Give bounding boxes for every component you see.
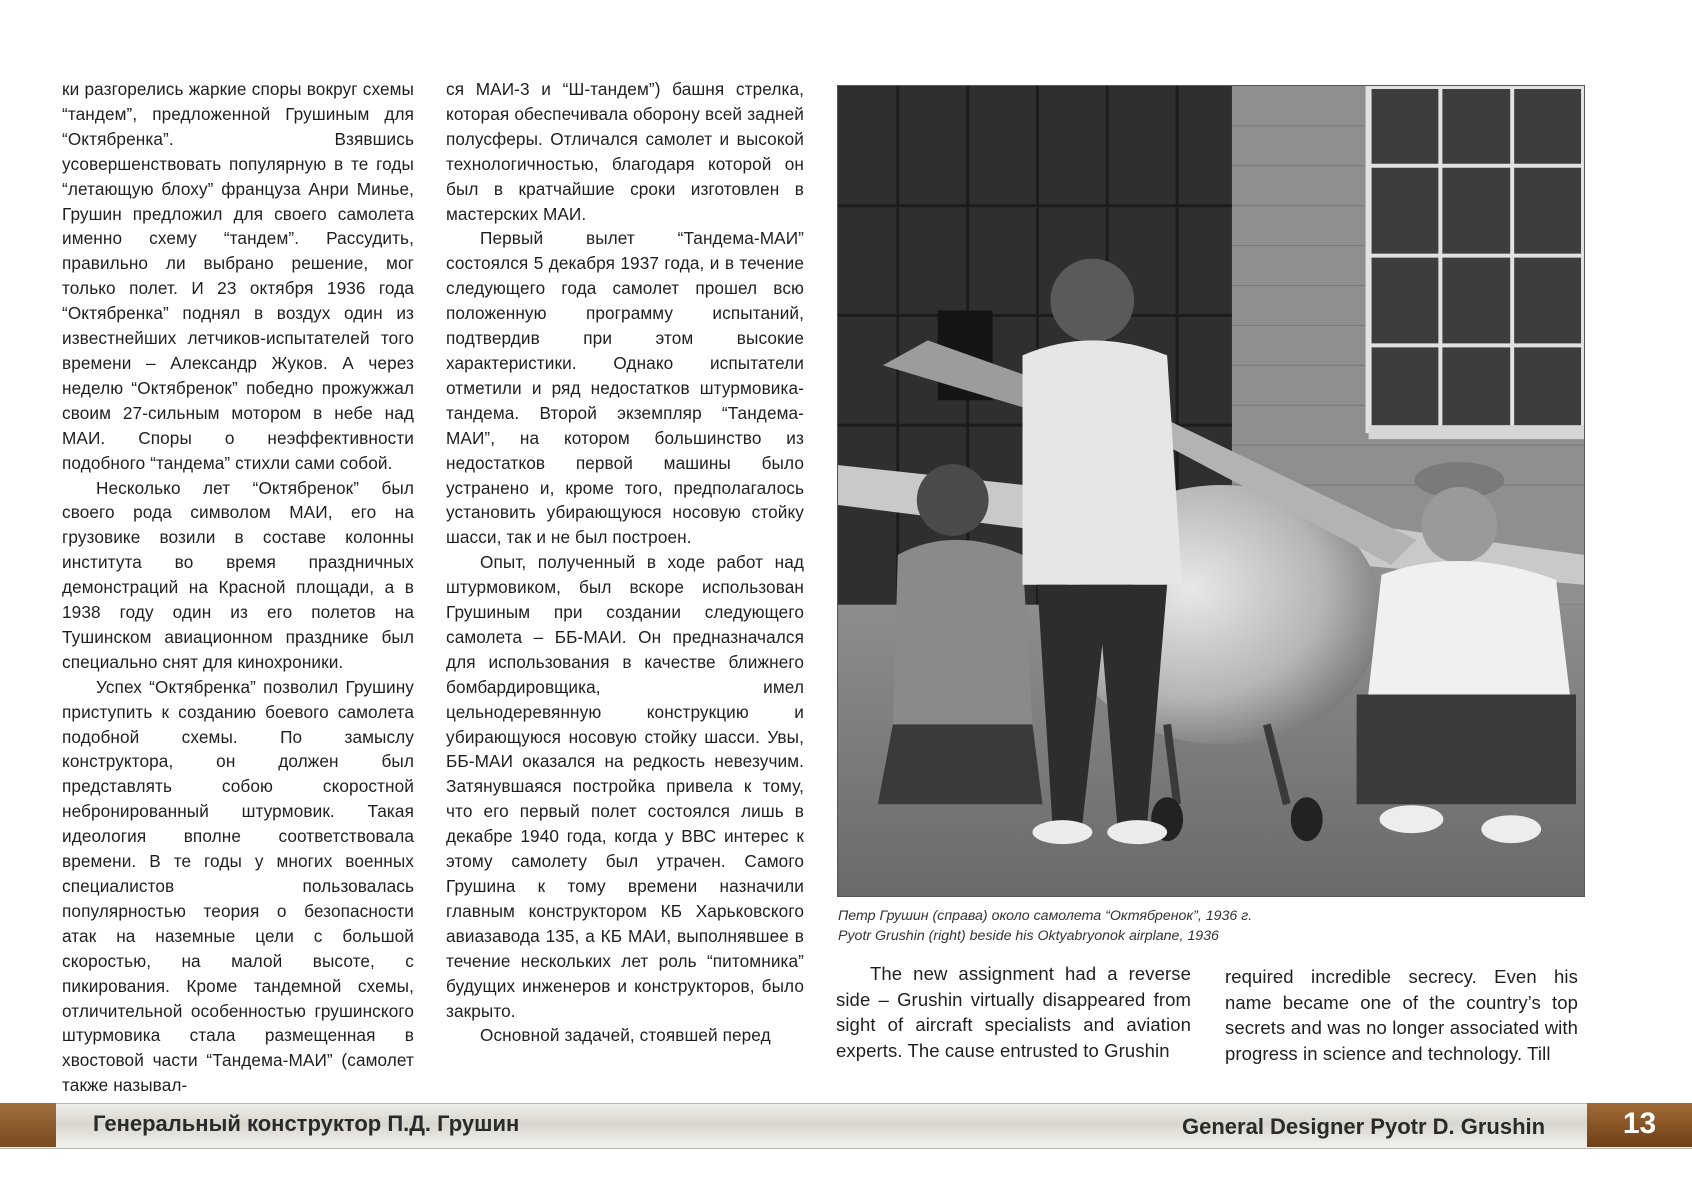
photo-caption-ru: Петр Грушин (справа) около самолета “Октябренок”, 1936 г.	[838, 908, 1253, 924]
footer-title-en: General Designer Pyotr D. Grushin	[1182, 1114, 1546, 1139]
page-number: 13	[1622, 1107, 1657, 1140]
paragraph: Основной задачей, стоявшей перед	[480, 1025, 771, 1046]
body-column-3	[836, 961, 1191, 1063]
paragraph: Первый вылет “Тандема-МАИ” состоялся 5 декабря 1937 года, и в течение следующего года самолет прошел всю положенную программу испытаний, подтвердив при этом высокие характеристики. Однако испытатели отметили и ряд недостатков штурмовика-тандема. Второй экземпляр “Тандема-МАИ”, на котором большинство из недостатков первой машины было устранено и, кроме того, предполагалось установить убирающуюся носовую стойку шасси, так и не был построен.	[446, 228, 804, 548]
paragraph: The new assignment had a reverse side – Grushin virtually disappeared from sight of aircraft specialists and aviation experts. The cause entrusted to Grushin	[836, 963, 1191, 1061]
paragraph: ся МАИ-3 и “Ш-тандем”) башня стрелка, которая обеспечивала оборону всей задней полусферы. Отличался самолет и высокой технологичностью, благодаря которой он был в кратчайшие сроки изготовлен в мастерских МАИ.	[446, 79, 804, 224]
paragraph: ки разгорелись жаркие споры вокруг схемы “тандем”, предложенной Грушиным для “Октябренка”. Взявшись усовершенствовать популярную в те годы “летающую блоху” француза Анри Минье, Грушин предложил для своего самолета именно схему “тандем”. Рассудить, правильно ли выбрано решение, мог только полет. И 23 октября 1936 года “Октябренка” поднял в воздух один из известнейших летчиков-испытателей того времени – Александр Жуков. А через неделю “Октябренок” победно прожужжал своим 27-сильным мотором в небе над МАИ. Споры о неэффективности подобного “тандема” стихли сами собой.	[62, 79, 414, 473]
body-column-2	[446, 77, 804, 1048]
paragraph: Успех “Октябренка” позволил Грушину приступить к созданию боевого самолета подобной схемы. По замыслу конструктора, он должен был представлять собою скоростной небронированный штурмовик. Такая идеология вполне соответствовала времени. В те годы у многих военных специалистов пользовалась популярностью теория о безопасности атак на наземные цели с большой скоростью, на малой высоте, с пикирования. Кроме тандемной схемы, отличительной особенностью грушинского штурмовика стала размещенная в хвостовой части “Тандема-МАИ” (самолет также называл-	[62, 676, 414, 1096]
page-footer	[0, 1103, 1692, 1147]
photo-caption-en: Pyotr Grushin (right) beside his Oktyabryonok airplane, 1936	[838, 928, 1219, 944]
footer-accent-left	[0, 1103, 56, 1147]
body-column-1	[62, 77, 414, 1098]
historical-photo	[837, 85, 1585, 897]
footer-title-ru: Генеральный конструктор П.Д. Грушин	[93, 1111, 520, 1136]
paragraph: Несколько лет “Октябренок” был своего рода символом МАИ, его на грузовике возили в составе колонны института во время праздничных демонстраций на Красной площади, а в 1938 году один из его полетов на Тушинском авиационном празднике был специально снят для кинохроники.	[62, 477, 414, 672]
paragraph: required incredible secrecy. Even his name became one of the country’s top secrets and was no longer associated with progress in science and technology. Till	[1225, 966, 1578, 1064]
photo-illustration	[838, 86, 1584, 896]
paragraph: Опыт, полученный в ходе работ над штурмовиком, был вскоре использован Грушиным при создании следующего самолета – ББ-МАИ. Он предназначался для использования в качестве ближнего бомбардировщика, имел цельнодеревянную конструкцию и убирающуюся носовую стойку шасси. Увы, ББ-МАИ оказался на редкость невезучим. Затянувшаяся постройка привела к тому, что его первый полет состоялся лишь в декабре 1940 года, когда у ВВС интерес к этому самолету был утрачен. Самого Грушина к тому времени назначили главным конструктором КБ Харьковского авиазавода 135, а КБ МАИ, выполнявшее в течение нескольких лет роль “питомника” будущих инженеров и конструкторов, было закрыто.	[446, 552, 804, 1021]
body-column-4	[1225, 964, 1578, 1066]
